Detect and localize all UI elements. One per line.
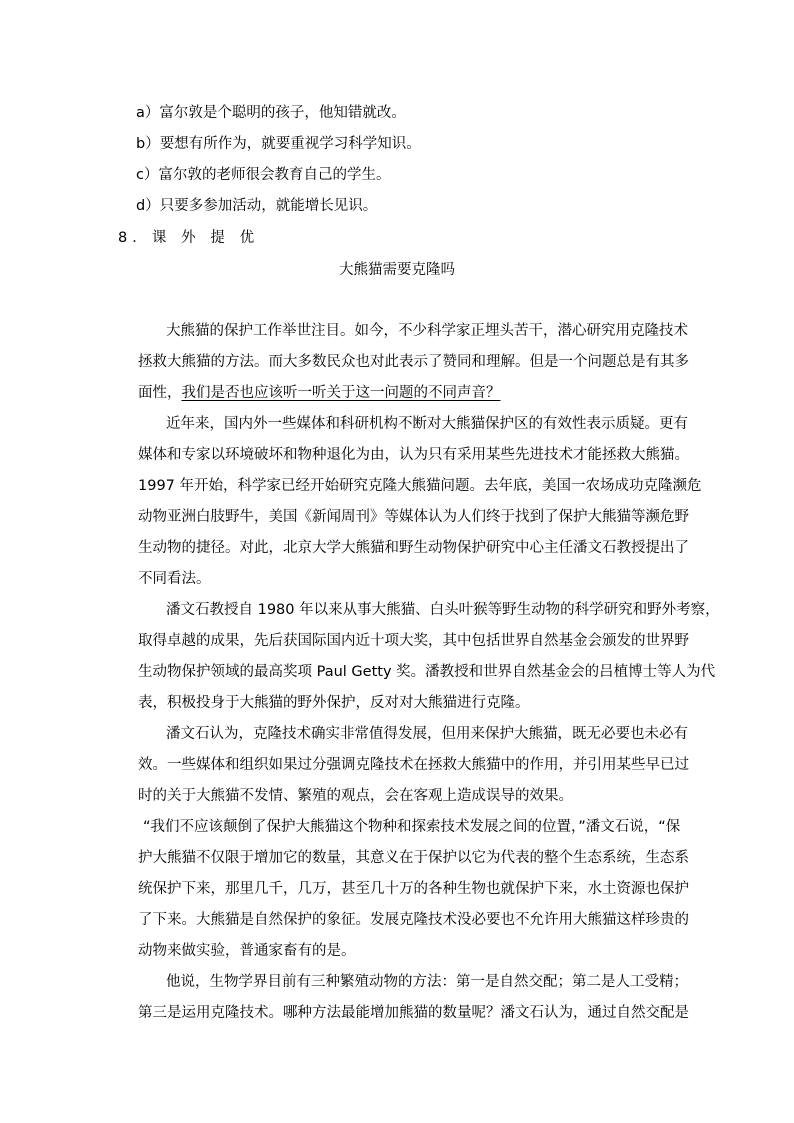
paragraph-line: 效。一些媒体和组织如果过分强调克隆技术在拯救大熊猫中的作用，并引用某些早已过 [138,757,689,773]
underlined-question: 我们是否也应该听一听关于这一问题的不同声音？ [181,385,501,401]
paragraph-line: 了下来。大熊猫是自然保护的象征。发展克隆技术没必要也不允许用大熊猫这样珍贵的 [138,912,689,928]
section-heading: 8．课 外 提 优 [118,230,260,246]
paragraph-line: 第三是运用克隆技术。哪种方法最能增加熊猫的数量呢？潘文石认为，通过自然交配是 [138,1005,689,1021]
paragraph-line: 潘文石教授自 1980 年以来从事大熊猫、白头叶猴等野生动物的科学研究和野外考察， [166,602,720,618]
paragraph-line: 1997 年开始，科学家已经开始研究克隆大熊猫问题。去年底，美国一农场成功克隆濒危 [138,478,702,494]
option-d: d）只要多参加活动，就能增长见识。 [136,198,378,214]
article-title: 大熊猫需要克隆吗 [339,262,455,278]
paragraph-line: 他说，生物学界目前有三种繁殖动物的方法：第一是自然交配；第二是人工受精； [166,974,688,990]
paragraph-line: 生动物保护领域的最高奖项 Paul Getty 奖。潘教授和世界自然基金会的吕植博士等人为代 [138,664,716,680]
paragraph-line: 拯救大熊猫的方法。而大多数民众也对此表示了赞同和理解。但是一个问题总是有其多 [138,354,689,370]
option-b: b）要想有所作为，就要重视学习科学知识。 [136,136,421,152]
paragraph-line: 媒体和专家以环境破坏和物种退化为由，认为只有采用某些先进技术才能拯救大熊猫。 [138,447,689,463]
paragraph-line: 动物亚洲白肢野牛，美国《新闻周刊》等媒体认为人们终于找到了保护大熊猫等濒危野 [138,509,689,525]
option-c: c）富尔敦的老师很会教育自己的学生。 [136,167,391,183]
paragraph-line: 表，积极投身于大熊猫的野外保护，反对对大熊猫进行克隆。 [138,695,530,711]
paragraph-line: 护大熊猫不仅限于增加它的数量，其意义在于保护以它为代表的整个生态系统，生态系 [138,850,689,866]
paragraph-line: 生动物的捷径。对此，北京大学大熊猫和野生动物保护研究中心主任潘文石教授提出了 [138,540,689,556]
paragraph-line: 动物来做实验，普通家畜有的是。 [138,943,356,959]
paragraph-line: “我们不应该颠倒了保护大熊猫这个物种和探索技术发展之间的位置，”潘文石说，“保 [143,819,681,835]
paragraph-line: 潘文石认为，克隆技术确实非常值得发展，但用来保护大熊猫，既无必要也未必有 [166,726,688,742]
paragraph-line [138,383,674,403]
option-a: a）富尔敦是个聪明的孩子，他知错就改。 [136,105,406,121]
paragraph-line: 取得卓越的成果，先后获国际国内近十项大奖，其中包括世界自然基金会颁发的世界野 [138,633,689,649]
paragraph-line: 不同看法。 [138,571,211,587]
paragraph-text: 面性， [138,385,182,401]
paragraph-line: 大熊猫的保护工作举世注目。如今，不少科学家正埋头苦干，潜心研究用克隆技术 [166,323,688,339]
paragraph-line: 统保护下来，那里几千，几万，甚至几十万的各种生物也就保护下来，水土资源也保护 [138,881,689,897]
paragraph-line: 近年来，国内外一些媒体和科研机构不断对大熊猫保护区的有效性表示质疑。更有 [166,416,688,432]
paragraph-line: 时的关于大熊猫不发情、繁殖的观点，会在客观上造成误导的效果。 [138,788,573,804]
